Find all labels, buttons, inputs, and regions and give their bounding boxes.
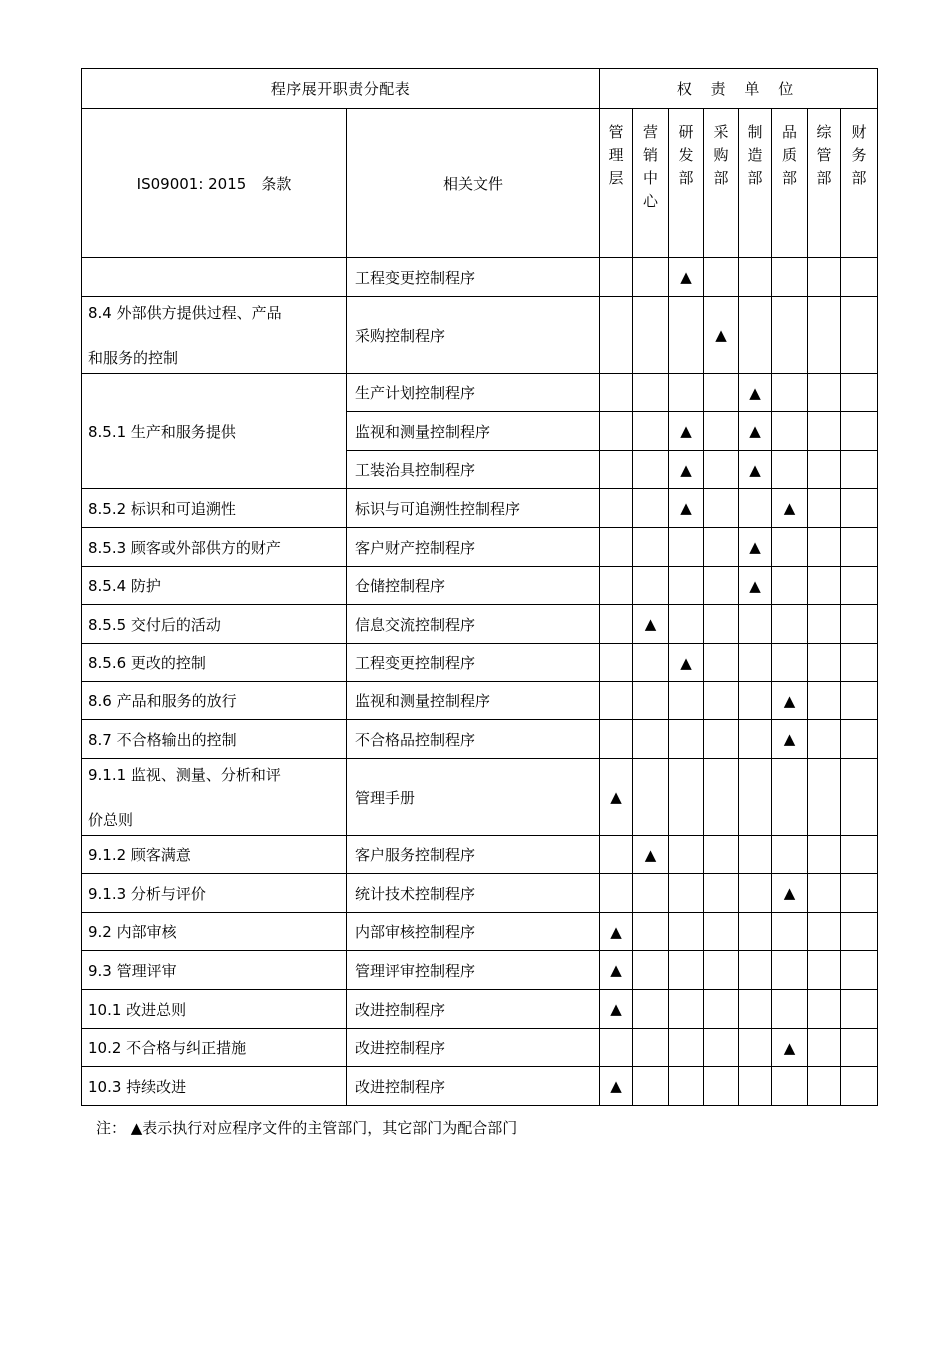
empty-cell (704, 451, 739, 489)
doc-cell: 统计技术控制程序 (347, 874, 600, 913)
empty-cell (739, 1029, 772, 1067)
empty-cell (600, 720, 633, 759)
empty-cell (633, 451, 669, 489)
responsibility-mark: ▲ (739, 451, 772, 489)
empty-cell (669, 682, 704, 720)
empty-cell (841, 489, 878, 528)
table-row (82, 720, 878, 759)
clause-cell: 10.1 改进总则 (82, 990, 347, 1029)
dept-char: 综 (816, 123, 832, 141)
empty-cell (808, 1067, 841, 1106)
empty-cell (739, 836, 772, 874)
clause-cell: 8.6 产品和服务的放行 (82, 682, 347, 720)
empty-cell (633, 258, 669, 297)
empty-cell (772, 258, 808, 297)
empty-cell (704, 990, 739, 1029)
responsibility-mark: ▲ (600, 1067, 633, 1106)
responsibility-mark: ▲ (633, 605, 669, 644)
doc-cell: 管理评审控制程序 (347, 951, 600, 990)
empty-cell (808, 836, 841, 874)
clause-cell (82, 297, 347, 374)
dept-char: 销 (643, 146, 659, 164)
doc-cell: 标识与可追溯性控制程序 (347, 489, 600, 528)
table-title: 程序展开职责分配表 (82, 69, 600, 109)
doc-cell: 客户服务控制程序 (347, 836, 600, 874)
empty-cell (772, 412, 808, 451)
empty-cell (633, 374, 669, 412)
responsibility-mark: ▲ (704, 297, 739, 374)
clause-cell: 8.5.1 生产和服务提供 (82, 374, 347, 489)
empty-cell (633, 951, 669, 990)
empty-cell (600, 412, 633, 451)
empty-cell (704, 913, 739, 951)
empty-cell (669, 874, 704, 913)
empty-cell (704, 759, 739, 836)
empty-cell (841, 682, 878, 720)
empty-cell (669, 374, 704, 412)
table-row (82, 913, 878, 951)
dept-char: 部 (678, 169, 694, 187)
empty-cell (600, 605, 633, 644)
empty-cell (600, 374, 633, 412)
units-header: 权 责 单 位 (600, 69, 878, 109)
empty-cell (841, 605, 878, 644)
empty-cell (704, 489, 739, 528)
responsibility-mark: ▲ (669, 644, 704, 682)
responsibility-mark: ▲ (600, 990, 633, 1029)
empty-cell (704, 605, 739, 644)
empty-cell (600, 1029, 633, 1067)
responsibility-mark: ▲ (739, 528, 772, 567)
clause-cell: 8.5.2 标识和可追溯性 (82, 489, 347, 528)
dept-char: 发 (678, 146, 694, 164)
empty-cell (633, 567, 669, 605)
empty-cell (772, 836, 808, 874)
empty-cell (841, 528, 878, 567)
docs-column-header: 相关文件 (347, 109, 600, 258)
dept-char: 部 (851, 169, 867, 187)
doc-cell: 监视和测量控制程序 (347, 682, 600, 720)
empty-cell (808, 990, 841, 1029)
empty-cell (600, 489, 633, 528)
empty-cell (739, 874, 772, 913)
dept-char: 质 (782, 146, 798, 164)
empty-cell (669, 567, 704, 605)
empty-cell (841, 412, 878, 451)
empty-cell (808, 374, 841, 412)
empty-cell (808, 644, 841, 682)
empty-cell (633, 489, 669, 528)
clause-cell: 8.5.3 顾客或外部供方的财产 (82, 528, 347, 567)
dept-char: 管 (608, 123, 624, 141)
table-row (82, 836, 878, 874)
empty-cell (669, 990, 704, 1029)
dept-char: 财 (851, 123, 867, 141)
empty-cell (600, 836, 633, 874)
empty-cell (704, 682, 739, 720)
dept-char: 管 (816, 146, 832, 164)
empty-cell (600, 528, 633, 567)
dept-char: 部 (747, 169, 763, 187)
empty-cell (841, 567, 878, 605)
responsibility-mark: ▲ (772, 720, 808, 759)
empty-cell (669, 951, 704, 990)
clause-line-2: 和服务的控制 (88, 349, 179, 367)
empty-cell (739, 489, 772, 528)
empty-cell (669, 759, 704, 836)
doc-cell: 客户财产控制程序 (347, 528, 600, 567)
doc-cell: 改进控制程序 (347, 1067, 600, 1106)
dept-header-5 (772, 109, 808, 258)
clause-column-header: IS09001: 2015 条款 (82, 109, 347, 258)
empty-cell (633, 913, 669, 951)
empty-cell (704, 1067, 739, 1106)
empty-cell (772, 297, 808, 374)
empty-cell (633, 682, 669, 720)
dept-char: 心 (643, 192, 659, 210)
empty-cell (669, 1067, 704, 1106)
empty-cell (704, 720, 739, 759)
empty-cell (633, 874, 669, 913)
empty-cell (600, 297, 633, 374)
empty-cell (739, 720, 772, 759)
dept-header-4 (739, 109, 772, 258)
doc-cell: 不合格品控制程序 (347, 720, 600, 759)
empty-cell (704, 874, 739, 913)
table-row (82, 374, 878, 412)
empty-cell (808, 682, 841, 720)
empty-cell (704, 258, 739, 297)
table-row (82, 1067, 878, 1106)
empty-cell (633, 1029, 669, 1067)
responsibility-mark: ▲ (600, 759, 633, 836)
empty-cell (841, 990, 878, 1029)
empty-cell (772, 990, 808, 1029)
table-row (82, 990, 878, 1029)
dept-header-1 (633, 109, 669, 258)
empty-cell (808, 528, 841, 567)
empty-cell (808, 874, 841, 913)
clause-cell: 9.2 内部审核 (82, 913, 347, 951)
dept-char: 务 (851, 146, 867, 164)
empty-cell (669, 836, 704, 874)
table-row (82, 951, 878, 990)
empty-cell (704, 644, 739, 682)
empty-cell (739, 951, 772, 990)
empty-cell (600, 644, 633, 682)
empty-cell (808, 258, 841, 297)
empty-cell (841, 374, 878, 412)
dept-char: 理 (608, 146, 624, 164)
doc-cell: 信息交流控制程序 (347, 605, 600, 644)
empty-cell (633, 1067, 669, 1106)
empty-cell (772, 567, 808, 605)
empty-cell (739, 605, 772, 644)
empty-cell (841, 836, 878, 874)
responsibility-mark: ▲ (669, 412, 704, 451)
empty-cell (772, 759, 808, 836)
doc-cell: 工程变更控制程序 (347, 258, 600, 297)
clause-cell: 8.5.6 更改的控制 (82, 644, 347, 682)
empty-cell (808, 951, 841, 990)
table-row (82, 682, 878, 720)
doc-cell: 工装治具控制程序 (347, 451, 600, 489)
dept-char: 中 (643, 169, 659, 187)
empty-cell (704, 528, 739, 567)
clause-cell: 10.2 不合格与纠正措施 (82, 1029, 347, 1067)
clause-line-2: 价总则 (88, 811, 134, 829)
empty-cell (772, 913, 808, 951)
responsibility-mark: ▲ (772, 874, 808, 913)
empty-cell (772, 528, 808, 567)
dept-header-3 (704, 109, 739, 258)
empty-cell (600, 451, 633, 489)
empty-cell (808, 720, 841, 759)
clause-cell: 9.1.2 顾客满意 (82, 836, 347, 874)
empty-cell (704, 567, 739, 605)
responsibility-table (81, 68, 878, 1106)
empty-cell (808, 297, 841, 374)
doc-cell: 管理手册 (347, 759, 600, 836)
dept-char: 部 (713, 169, 729, 187)
clause-cell: 8.5.5 交付后的活动 (82, 605, 347, 644)
table-row (82, 759, 878, 836)
empty-cell (704, 1029, 739, 1067)
empty-cell (669, 297, 704, 374)
empty-cell (808, 489, 841, 528)
empty-cell (669, 528, 704, 567)
responsibility-mark: ▲ (772, 489, 808, 528)
table-row (82, 874, 878, 913)
empty-cell (633, 644, 669, 682)
empty-cell (841, 258, 878, 297)
responsibility-mark: ▲ (600, 913, 633, 951)
empty-cell (841, 874, 878, 913)
doc-cell: 工程变更控制程序 (347, 644, 600, 682)
empty-cell (841, 759, 878, 836)
dept-char: 购 (713, 146, 729, 164)
empty-cell (841, 451, 878, 489)
empty-cell (633, 412, 669, 451)
dept-header-0 (600, 109, 633, 258)
empty-cell (808, 451, 841, 489)
table-row (82, 297, 878, 374)
doc-cell: 改进控制程序 (347, 1029, 600, 1067)
empty-cell (600, 258, 633, 297)
empty-cell (600, 682, 633, 720)
empty-cell (739, 990, 772, 1029)
responsibility-mark: ▲ (669, 451, 704, 489)
empty-cell (808, 1029, 841, 1067)
responsibility-mark: ▲ (669, 489, 704, 528)
empty-cell (669, 913, 704, 951)
empty-cell (669, 605, 704, 644)
empty-cell (739, 913, 772, 951)
dept-char: 造 (747, 146, 763, 164)
dept-char: 层 (608, 169, 624, 187)
doc-cell: 采购控制程序 (347, 297, 600, 374)
empty-cell (739, 682, 772, 720)
footnote: 注： ▲表示执行对应程序文件的主管部门，其它部门为配合部门 (96, 1119, 518, 1137)
empty-cell (633, 990, 669, 1029)
empty-cell (772, 644, 808, 682)
clause-cell: 10.3 持续改进 (82, 1067, 347, 1106)
doc-cell: 监视和测量控制程序 (347, 412, 600, 451)
empty-cell (841, 644, 878, 682)
responsibility-mark: ▲ (600, 951, 633, 990)
doc-cell: 仓储控制程序 (347, 567, 600, 605)
responsibility-mark: ▲ (772, 682, 808, 720)
empty-cell (841, 1067, 878, 1106)
empty-cell (772, 374, 808, 412)
empty-cell (808, 412, 841, 451)
table-row (82, 528, 878, 567)
empty-cell (600, 567, 633, 605)
dept-char: 部 (816, 169, 832, 187)
clause-cell: 9.1.3 分析与评价 (82, 874, 347, 913)
empty-cell (704, 951, 739, 990)
dept-char: 营 (643, 123, 659, 141)
doc-cell: 改进控制程序 (347, 990, 600, 1029)
empty-cell (704, 412, 739, 451)
empty-cell (704, 374, 739, 412)
empty-cell (841, 913, 878, 951)
clause-line-1: 8.4 外部供方提供过程、产品 (88, 304, 282, 322)
empty-cell (772, 451, 808, 489)
clause-line-1: 9.1.1 监视、测量、分析和评 (88, 766, 281, 784)
responsibility-mark: ▲ (633, 836, 669, 874)
empty-cell (808, 605, 841, 644)
empty-cell (772, 1067, 808, 1106)
clause-cell: 8.7 不合格输出的控制 (82, 720, 347, 759)
empty-cell (739, 297, 772, 374)
clause-cell (82, 759, 347, 836)
responsibility-mark: ▲ (739, 412, 772, 451)
dept-char: 部 (782, 169, 798, 187)
empty-cell (841, 1029, 878, 1067)
table-row (82, 605, 878, 644)
table-row (82, 567, 878, 605)
empty-cell (841, 951, 878, 990)
empty-cell (841, 297, 878, 374)
responsibility-mark: ▲ (772, 1029, 808, 1067)
responsibility-mark: ▲ (669, 258, 704, 297)
clause-cell (82, 258, 347, 297)
empty-cell (633, 720, 669, 759)
empty-cell (772, 605, 808, 644)
table-row (82, 489, 878, 528)
empty-cell (669, 720, 704, 759)
empty-cell (633, 297, 669, 374)
dept-header-7 (841, 109, 878, 258)
dept-char: 研 (678, 123, 694, 141)
empty-cell (704, 836, 739, 874)
empty-cell (633, 759, 669, 836)
clause-cell: 9.3 管理评审 (82, 951, 347, 990)
table-row (82, 1029, 878, 1067)
dept-char: 采 (713, 123, 729, 141)
responsibility-mark: ▲ (739, 374, 772, 412)
empty-cell (600, 874, 633, 913)
empty-cell (808, 759, 841, 836)
responsibility-mark: ▲ (739, 567, 772, 605)
empty-cell (808, 567, 841, 605)
doc-cell: 内部审核控制程序 (347, 913, 600, 951)
empty-cell (772, 951, 808, 990)
dept-header-2 (669, 109, 704, 258)
dept-char: 品 (782, 123, 798, 141)
dept-char: 制 (747, 123, 763, 141)
doc-cell: 生产计划控制程序 (347, 374, 600, 412)
empty-cell (633, 528, 669, 567)
dept-header-6 (808, 109, 841, 258)
empty-cell (739, 759, 772, 836)
empty-cell (739, 644, 772, 682)
empty-cell (739, 1067, 772, 1106)
empty-cell (808, 913, 841, 951)
empty-cell (739, 258, 772, 297)
empty-cell (669, 1029, 704, 1067)
table-row (82, 258, 878, 297)
clause-cell: 8.5.4 防护 (82, 567, 347, 605)
empty-cell (841, 720, 878, 759)
table-row (82, 644, 878, 682)
